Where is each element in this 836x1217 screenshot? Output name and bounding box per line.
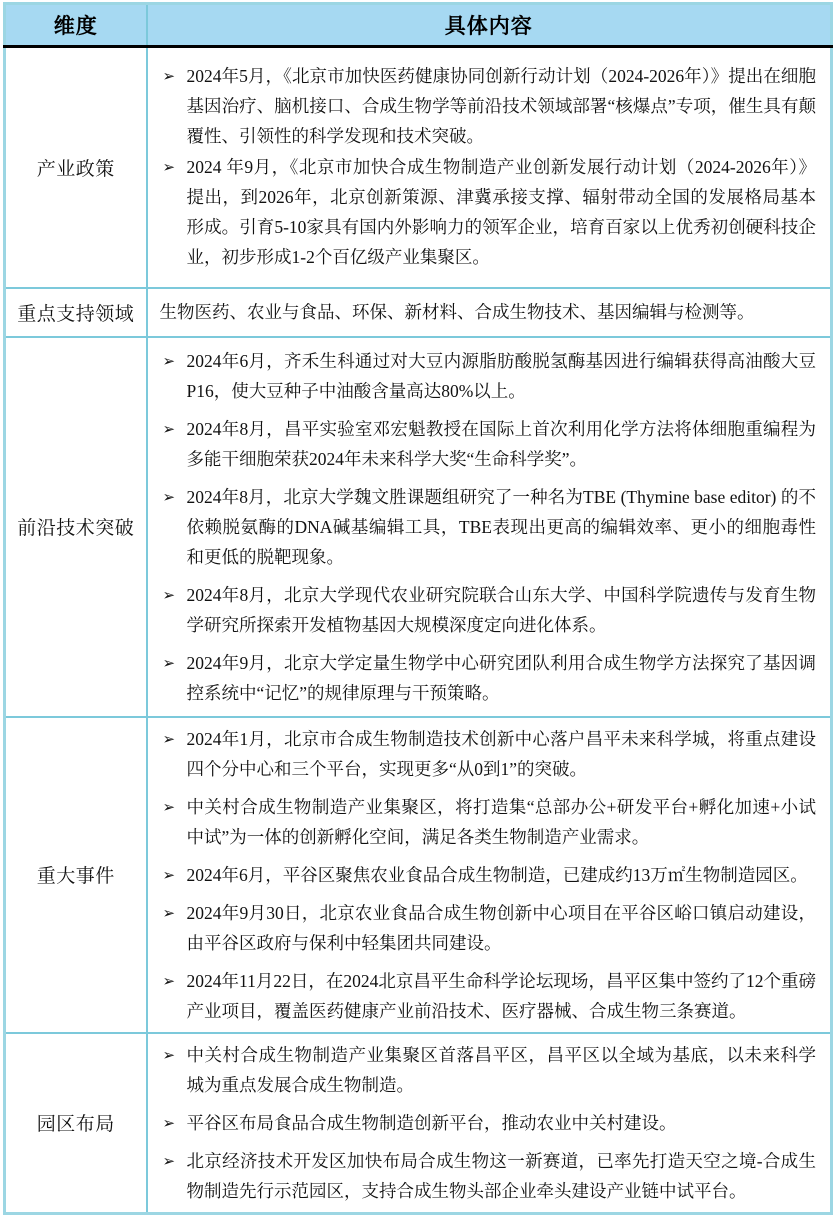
bullet-text: 2024 年9月，《北京市加快合成生物制造产业创新发展行动计划（2024-2026年）》提出，到2026年，北京创新策源、津冀承接支撑、辐射带动全国的发展格局基本形成。引育5-10家具有国内外影响力的领军企业，培育百家以上优秀初创硬科技企业，初步形成1-2个百亿级产业集聚区。	[186, 157, 816, 268]
bullet-text: 2024年5月，《北京市加快医药健康协同创新行动计划（2024-2026年）》提出在细胞基因治疗、脑机接口、合成生物学等前沿技术领域部署“核爆点”专项，催生具有颠覆性、引领性的科学发现和技术突破。	[186, 66, 816, 147]
bullet-item	[160, 414, 817, 474]
bullet-item	[160, 966, 817, 1026]
bullet-text: 北京经济技术开发区加快布局合成生物这一新赛道，已率先打造天空之境-合成生物制造先行示范园区，支持合成生物头部企业牵头建设产业链中试平台。	[186, 1150, 816, 1201]
content-cell	[147, 47, 832, 288]
arrow-bullet-icon: ➢	[162, 419, 176, 438]
bullet-text: 中关村合成生物制造产业集聚区，将打造集“总部办公+研发平台+孵化加速+小试中试”为一体的创新孵化空间，满足各类生物制造产业需求。	[186, 796, 816, 847]
header-content: 具体内容	[147, 4, 832, 47]
bullet-item	[160, 152, 817, 272]
arrow-bullet-icon: ➢	[162, 865, 176, 884]
arrow-bullet-icon: ➢	[162, 903, 176, 922]
bullet-text: 中关村合成生物制造产业集聚区首落昌平区，昌平区以全域为基底，以未来科学城为重点发展合成生物制造。	[186, 1044, 816, 1095]
bullet-text: 2024年8月，昌平实验室邓宏魁教授在国际上首次利用化学方法将体细胞重编程为多能干细胞荣获2024年未来科学大奖“生命科学奖”。	[186, 418, 816, 469]
header-row	[5, 4, 832, 47]
info-table	[3, 2, 833, 1215]
arrow-bullet-icon: ➢	[162, 797, 176, 816]
content-cell	[147, 717, 832, 1033]
dimension-label: 产业政策	[5, 47, 147, 288]
table-row-park-layout	[5, 1033, 832, 1214]
arrow-bullet-icon: ➢	[162, 653, 176, 672]
arrow-bullet-icon: ➢	[162, 1045, 176, 1064]
bullet-text: 2024年1月，北京市合成生物制造技术创新中心落户昌平未来科学城，将重点建设四个分中心和三个平台，实现更多“从0到1”的突破。	[186, 728, 816, 779]
arrow-bullet-icon: ➢	[162, 971, 176, 990]
bullet-text: 平谷区布局食品合成生物制造创新平台，推动农业中关村建设。	[186, 1112, 677, 1133]
content-cell	[147, 1033, 832, 1214]
bullet-text: 2024年9月30日，北京农业食品合成生物创新中心项目在平谷区峪口镇启动建设，由平谷区政府与保利中轻集团共同建设。	[186, 902, 816, 953]
bullet-item	[160, 346, 817, 406]
table-row-industry-policy	[5, 47, 832, 288]
arrow-bullet-icon: ➢	[162, 67, 176, 86]
content-text: 生物医药、农业与食品、环保、新材料、合成生物技术、基因编辑与检测等。	[159, 302, 755, 322]
arrow-bullet-icon: ➢	[162, 1151, 176, 1170]
bullet-item	[160, 1146, 817, 1206]
content-cell	[147, 337, 832, 717]
bullet-item	[160, 792, 817, 852]
bullet-item	[160, 648, 817, 708]
arrow-bullet-icon: ➢	[162, 487, 176, 506]
bullet-item	[160, 580, 817, 640]
header-dimension: 维度	[5, 4, 147, 47]
bullet-item	[160, 61, 817, 151]
bullet-item	[160, 860, 817, 890]
bullet-item	[160, 724, 817, 784]
dimension-label: 前沿技术突破	[5, 337, 147, 717]
bullet-item	[160, 482, 817, 572]
bullet-text: 2024年8月，北京大学现代农业研究院联合山东大学、中国科学院遗传与发育生物学研究所探索开发植物基因大规模深度定向进化体系。	[186, 584, 816, 635]
table-row-key-support-fields	[5, 288, 832, 337]
dimension-label: 重点支持领域	[5, 288, 147, 337]
bullet-item	[160, 1040, 817, 1100]
bullet-text: 2024年11月22日，在2024北京昌平生命科学论坛现场，昌平区集中签约了12个重磅产业项目，覆盖医药健康产业前沿技术、医疗器械、合成生物三条赛道。	[186, 970, 816, 1021]
dimension-label: 重大事件	[5, 717, 147, 1033]
bullet-text: 2024年9月，北京大学定量生物学中心研究团队利用合成生物学方法探究了基因调控系统中“记忆”的规律原理与干预策略。	[186, 652, 816, 703]
table-row-frontier-breakthroughs	[5, 337, 832, 717]
arrow-bullet-icon: ➢	[162, 351, 176, 370]
dimension-label: 园区布局	[5, 1033, 147, 1214]
arrow-bullet-icon: ➢	[162, 729, 176, 748]
arrow-bullet-icon: ➢	[162, 585, 176, 604]
bullet-text: 2024年6月，齐禾生科通过对大豆内源脂肪酸脱氢酶基因进行编辑获得高油酸大豆P16，使大豆种子中油酸含量高达80%以上。	[186, 350, 816, 401]
table-row-major-events	[5, 717, 832, 1033]
arrow-bullet-icon: ➢	[162, 158, 176, 177]
bullet-item	[160, 898, 817, 958]
arrow-bullet-icon: ➢	[162, 1113, 176, 1132]
content-cell	[147, 288, 832, 337]
bullet-text: 2024年6月，平谷区聚焦农业食品合成生物制造，已建成约13万㎡生物制造园区。	[186, 864, 808, 885]
bullet-item	[160, 1108, 817, 1138]
bullet-text: 2024年8月，北京大学魏文胜课题组研究了一种名为TBE (Thymine base editor) 的不依赖脱氨酶的DNA碱基编辑工具，TBE表现出更高的编辑效率、更小的细胞毒性和更低的脱靶现象。	[186, 486, 816, 567]
